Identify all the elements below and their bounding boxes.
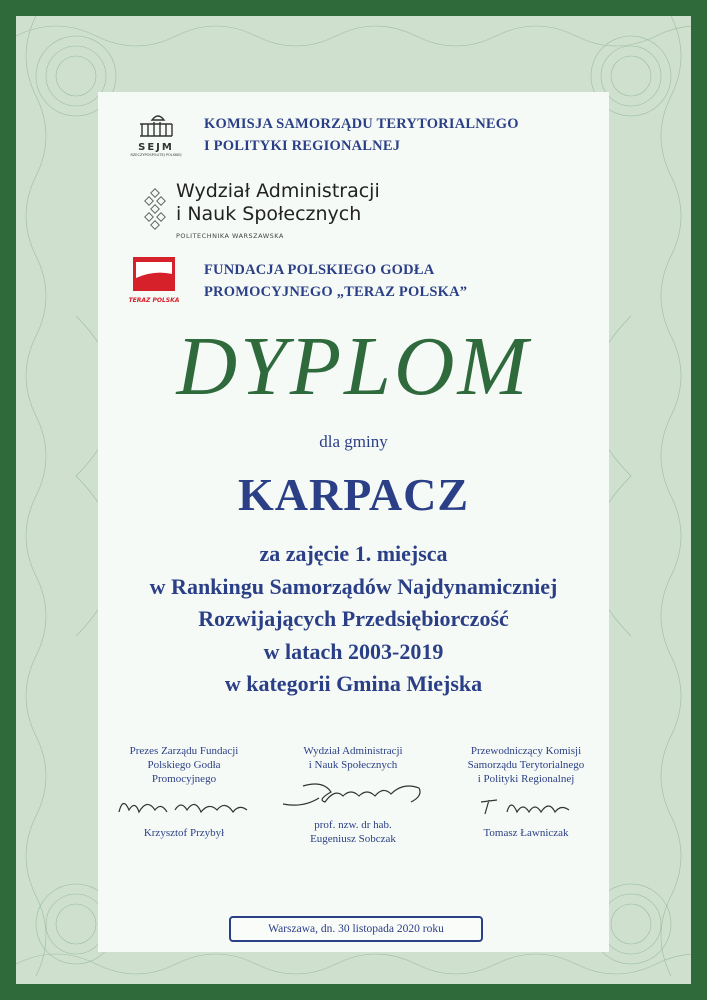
award-line: za zajęcie 1. miejsca xyxy=(259,541,448,566)
foundation-line-2: PROMOCYJNEGO „TERAZ POLSKA” xyxy=(204,283,468,300)
signatory-role: Prezes Zarządu Fundacji xyxy=(129,745,239,757)
commission-name xyxy=(204,113,519,157)
teraz-polska-flag-icon xyxy=(132,256,176,292)
teraz-polska-label: TERAZ POLSKA xyxy=(128,297,180,304)
faculty-diamond-icon xyxy=(142,188,170,232)
diploma-title: DYPLOM xyxy=(176,320,531,413)
faculty-header xyxy=(142,180,380,240)
foundation-line-1: FUNDACJA POLSKIEGO GODŁA xyxy=(204,261,435,278)
faculty-line-1: Wydział Administracji xyxy=(176,180,380,202)
sejm-header xyxy=(128,112,519,158)
signatory-role: Przewodniczący Komisji xyxy=(470,745,582,757)
award-line: w Rankingu Samorządów Najdynamiczniej xyxy=(149,573,558,599)
signatory-name: Eugeniusz Sobczak xyxy=(310,833,396,845)
award-line: w kategorii Gmina Miejska xyxy=(224,671,483,696)
diploma-subtitle: dla gminy xyxy=(319,432,388,451)
foundation-header xyxy=(128,256,467,305)
handwritten-signature xyxy=(451,792,601,820)
sejm-logo xyxy=(128,112,184,158)
recipient-name: KARPACZ xyxy=(237,469,470,520)
signatory-role: Promocyjnego xyxy=(151,773,217,785)
signatory-name: Tomasz Ławniczak xyxy=(483,827,569,839)
sejm-logo-sub: RZECZYPOSPOLITEJ POLSKIEJ xyxy=(130,153,182,157)
faculty-line-2: i Nauk Społecznych xyxy=(176,203,362,225)
signatory-role: Wydział Administracji xyxy=(303,745,403,757)
signature-block-faculty xyxy=(263,744,443,846)
award-line: Rozwijających Przedsiębiorczość xyxy=(198,606,509,631)
award-line: w latach 2003-2019 xyxy=(263,638,444,664)
foundation-name xyxy=(204,259,467,303)
commission-line-2: I POLITYKI REGIONALNEJ xyxy=(204,138,401,154)
signatory-role: Polskiego Godła xyxy=(147,759,221,771)
teraz-polska-logo xyxy=(128,256,180,305)
issue-date: Warszawa, dn. 30 listopada 2020 roku xyxy=(229,916,483,942)
signatory-role: i Nauk Społecznych xyxy=(308,759,398,771)
sejm-logo-label: SEJM xyxy=(138,142,174,153)
sejm-building-icon xyxy=(136,112,176,138)
signature-block-foundation xyxy=(94,744,274,840)
commission-line-1: KOMISJA SAMORZĄDU TERYTORIALNEGO xyxy=(204,116,519,132)
award-description xyxy=(0,538,707,701)
signatory-role: Samorządu Terytorialnego xyxy=(467,759,585,771)
signatory-name: Krzysztof Przybył xyxy=(143,827,225,839)
handwritten-signature xyxy=(109,792,259,820)
signatory-name: prof. nzw. dr hab. xyxy=(314,819,392,831)
signatory-role: i Polityki Regionalnej xyxy=(477,773,575,785)
handwritten-signature xyxy=(273,778,433,812)
signature-block-commission xyxy=(436,744,616,840)
faculty-university: POLITECHNIKA WARSZAWSKA xyxy=(176,232,284,240)
faculty-name xyxy=(176,180,380,240)
